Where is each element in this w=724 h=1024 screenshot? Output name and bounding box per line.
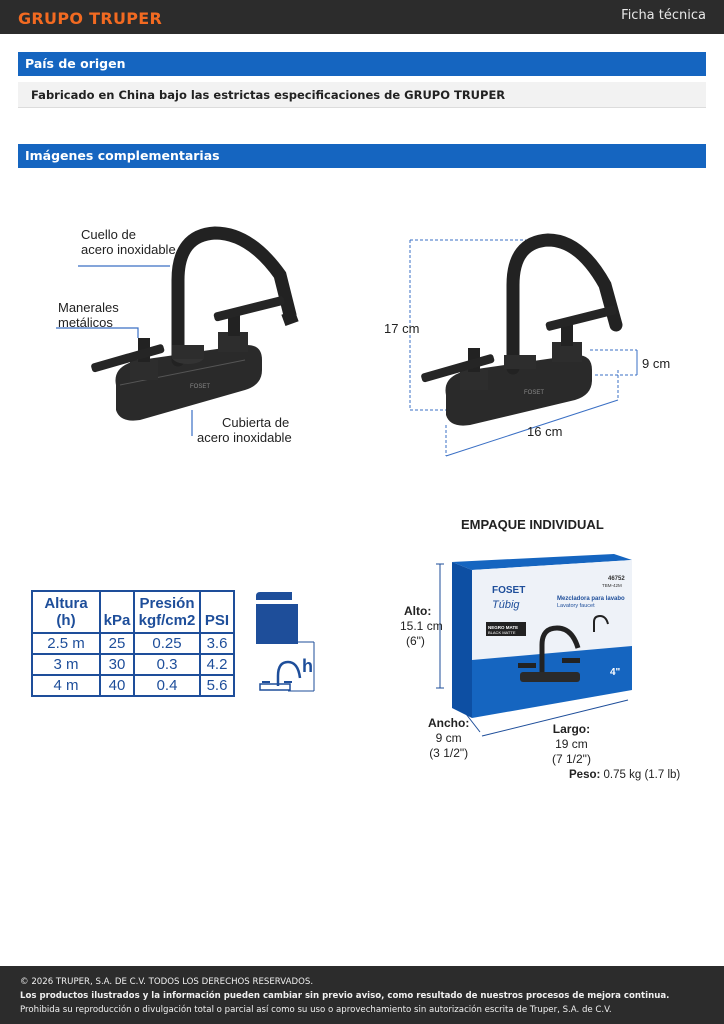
package-alto-value: 15.1 cm (6") bbox=[400, 619, 443, 648]
section-origin-title: País de origen bbox=[18, 52, 706, 76]
document-type: Ficha técnica bbox=[621, 8, 706, 23]
brand-logo: GRUPO TRUPER bbox=[18, 9, 163, 28]
origin-text: Fabricado en China bajo las estrictas especificaciones de GRUPO TRUPER bbox=[18, 82, 706, 108]
callout-handles: Manerales metálicos bbox=[58, 300, 119, 330]
table-row: 4 m 40 0.4 5.6 bbox=[32, 675, 234, 696]
table-row: 3 m 30 0.3 4.2 bbox=[32, 654, 234, 675]
package-ancho: Ancho: 9 cm (3 1/2") bbox=[428, 716, 470, 760]
dimension-width: 16 cm bbox=[527, 424, 563, 439]
svg-text:BLACK MATTE: BLACK MATTE bbox=[488, 630, 516, 635]
footer-prohibition: Prohibida su reproducción o divulgación total o parcial así como su uso o aprovechamiento sin autorización escrita de Truper, S.A. de C.V. bbox=[20, 1005, 612, 1015]
footer-copyright: © 2026 TRUPER, S.A. DE C.V. TODOS LOS DERECHOS RESERVADOS. bbox=[20, 977, 314, 987]
pressure-table bbox=[31, 590, 235, 697]
top-bar bbox=[0, 0, 724, 34]
table-row: 2.5 m 25 0.25 3.6 bbox=[32, 633, 234, 654]
callout-cover: Cubierta de acero inoxidable bbox=[197, 415, 292, 445]
svg-text:NEGRO MATE: NEGRO MATE bbox=[488, 625, 519, 630]
dimension-height: 17 cm bbox=[384, 321, 420, 336]
header-altura: Altura (h) bbox=[32, 591, 100, 633]
dimension-spout: 9 cm bbox=[642, 356, 671, 371]
svg-text:Túbig: Túbig bbox=[492, 599, 520, 611]
svg-text:Mezcladora para lavabo: Mezcladora para lavabo bbox=[557, 596, 625, 602]
package-title: EMPAQUE INDIVIDUAL bbox=[461, 517, 604, 532]
height-h-label: h bbox=[302, 656, 313, 676]
package-largo: Largo: 19 cm (7 1/2") bbox=[552, 722, 591, 766]
header-kpa: kPa bbox=[100, 591, 134, 633]
svg-text:FOSET: FOSET bbox=[492, 585, 526, 596]
header-presion: Presión kgf/cm2 bbox=[134, 591, 200, 633]
svg-text:4": 4" bbox=[610, 667, 621, 678]
table-header-row bbox=[32, 591, 234, 633]
tank-height-diagram bbox=[248, 586, 323, 701]
svg-text:TBM-42M: TBM-42M bbox=[602, 583, 622, 588]
footer-notice: Los productos ilustrados y la información pueden cambiar sin previo aviso, como resultado de nuestros procesos de mejora continua. bbox=[20, 991, 670, 1001]
svg-text:Lavatory faucet: Lavatory faucet bbox=[557, 603, 595, 609]
svg-text:46752: 46752 bbox=[608, 576, 625, 582]
footer bbox=[0, 966, 724, 1024]
header-psi: PSI bbox=[200, 591, 234, 633]
section-images-title: Imágenes complementarias bbox=[18, 144, 706, 168]
package-weight: Peso: 0.75 kg (1.7 lb) bbox=[569, 769, 681, 781]
svg-text:FOSET: FOSET bbox=[190, 384, 211, 390]
svg-text:FOSET: FOSET bbox=[524, 390, 545, 396]
callout-neck: Cuello de acero inoxidable bbox=[81, 227, 176, 257]
package-alto: Alto: bbox=[404, 604, 432, 618]
